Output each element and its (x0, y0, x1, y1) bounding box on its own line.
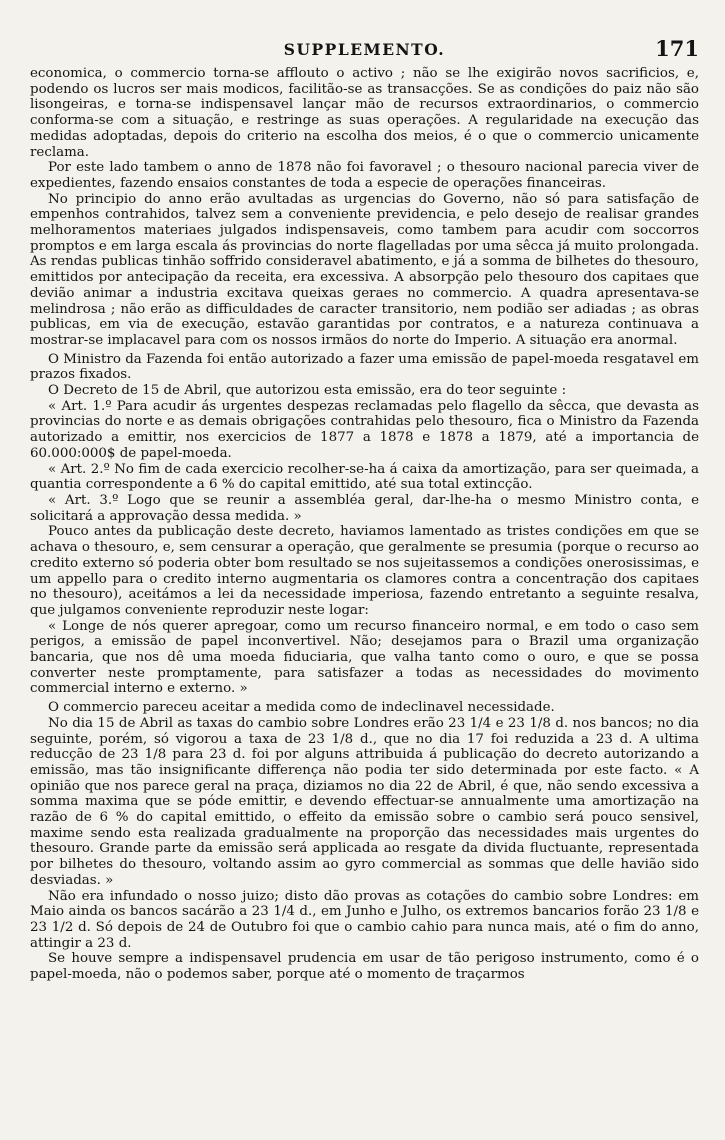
paragraph: economica, o commercio torna-se afflouto o activo ; não se lhe exigirão novos sacrificios, e, podendo os lucros ser mais modicos, facilitão-se as transacções. Se as condições do paiz não são lisongeiras, e torna-se indispensavel lançar mão de recursos extraordinarios, o commercio conforma-se com a situação, e restringe as suas operações. A regularidade na execução das medidas adoptadas, depois do criterio na escolha dos meios, é o que o commercio unicamente reclama. (30, 66, 699, 160)
quote-article-1: « Art. 1.º Para acudir ás urgentes despezas reclamadas pelo flagello da sêcca, que devasta as provincias do norte e as demais obrigações contrahidas pelo thesouro, fica o Ministro da Fazenda autorizado a emittir, nos exercicios de 1877 a 1878 e 1878 a 1879, até a importancia de 60.000:000$ de papel-moeda. (30, 398, 699, 461)
page-number: 171 (655, 36, 699, 61)
paragraph: Pouco antes da publicação deste decreto, haviamos lamentado as tristes condições em que se achava o thesouro, e, sem censurar a operação, que geralmente se presumia (porque o recurso ao credito externo só poderia obter bom resultado se nos sujeitassemos a condições onerosissimas, e um appello para o credito interno augmentaria os clamores contra a concentração dos capitaes no thesouro), aceitámos a lei da necessidade imperiosa, fazendo entretanto a seguinte resalva, que julgamos conveniente reproduzir neste logar: (30, 524, 699, 618)
paragraph: O Ministro da Fazenda foi então autorizado a fazer uma emissão de papel-moeda resgatavel em prazos fixados. (30, 351, 699, 383)
paragraph: No principio do anno erão avultadas as urgencias do Governo, não só para satisfação de empenhos contrahidos, talvez sem a conveniente previdencia, e pelo desejo de realisar grandes melhoramentos materiaes julgados indispensaveis, como tambem para acudir com soccorros promptos e em larga escala ás provincias do norte flagelladas por uma sêcca já muito prolongada. As rendas publicas tinhão soffrido consideravel abatimento, e já a somma de bilhetes do thesouro, emittidos por antecipação da receita, era excessiva. A absorpção pelo thesouro dos capitaes que devião animar a industria excitava queixas geraes no commercio. A quadra apresentava-se melindrosa ; não erão as difficuldades de caracter transitorio, nem podião ser adiadas ; as obras publicas, em via de execução, estavão garantidas por contratos, e a natureza continuava a mostrar-se implacavel para com os nossos irmãos do norte do Imperio. A situação era anormal. (30, 191, 699, 348)
paragraph: O commercio pareceu aceitar a medida como de indeclinavel necessidade. (48, 700, 555, 716)
running-title: SUPPLEMENTO. (283, 40, 446, 59)
page-header (30, 36, 699, 66)
quote-article-2: « Art. 2.º No fim de cada exercicio recolher-se-ha á caixa da amortização, para ser queimada, a quantia correspondente a 6 % do capital emittido, até sua total extincção. (30, 461, 699, 493)
quote-article-3: « Art. 3.º Logo que se reunir a assembléa geral, dar-lhe-ha o mesmo Ministro conta, e solicitará a approvação dessa medida. » (30, 492, 699, 524)
paragraph: No dia 15 de Abril as taxas do cambio sobre Londres erão 23 1/4 e 23 1/8 d. nos bancos; no dia seguinte, porém, só vigorou a taxa de 23 1/8 d., que no dia 17 foi reduzida a 23 d. A ultima reducção de 23 1/8 para 23 d. foi por alguns attribuida á publicação do decreto autorizando a emissão, mas tão insignificante differença não podia ter sido determinada por este facto. « A opinião que nos parece geral na praça, diziamos no dia 22 de Abril, é que, não sendo excessiva a somma maxima que se póde emittir, e devendo effectuar-se annualmente uma amortização na razão de 6 % do capital emittido, o effeito da emissão sobre o cambio será pouco sensivel, maxime sendo esta realizada gradualmente na proporção das necessidades mais urgentes do thesouro. Grande parte da emissão será applicada ao resgate da divida fluctuante, representada por bilhetes do thesouro, voltando assim ao gyro commercial as sommas que delle havião sido desviadas. » (30, 715, 699, 888)
quote-block: « Longe de nós querer apregoar, como um recurso financeiro normal, e em todo o caso sem perigos, a emissão de papel inconvertivel. Não; desejamos para o Brazil uma organização bancaria, que nos dê uma moeda fiduciaria, que valha tanto como o ouro, e que se possa converter neste promptamente, para satisfazer a todas as necessidades do movimento commercial interno e externo. » (30, 618, 699, 697)
paragraph: Se houve sempre a indispensavel prudencia em usar de tão perigoso instrumento, como é o papel-moeda, não o podemos saber, porque até o momento de traçarmos (30, 951, 699, 983)
paragraph: Por este lado tambem o anno de 1878 não foi favoravel ; o thesouro nacional parecia viver de expedientes, fazendo ensaios constantes de toda a especie de operações financeiras. (30, 160, 699, 191)
paragraph: Não era infundado o nosso juizo; disto dão provas as cotações do cambio sobre Londres: em Maio ainda os bancos sacárão a 23 1/4 d., em Junho e Julho, os extremos bancarios forão 23 1/8 e 23 1/2 d. Só depois de 24 de Outubro foi que o cambio cahio para nunca mais, até o fim do anno, attingir a 23 d. (30, 888, 699, 951)
paragraph: O Decreto de 15 de Abril, que autorizou esta emissão, era do teor seguinte : (48, 383, 567, 399)
page-body (30, 66, 699, 983)
